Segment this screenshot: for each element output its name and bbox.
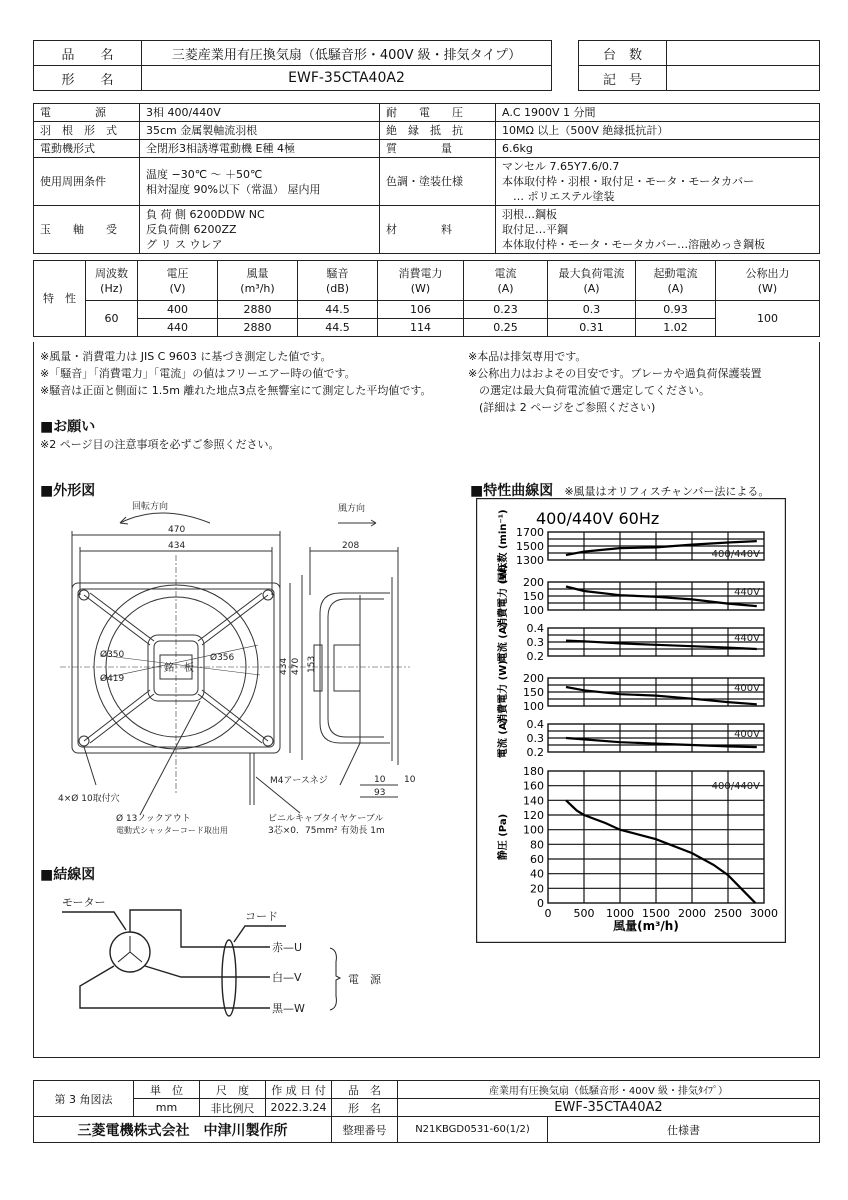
model-number: EWF-35CTA40A2 xyxy=(142,66,552,91)
dim-h153: 153 xyxy=(307,655,317,673)
spec-label: 色調・塗装仕様 xyxy=(380,158,496,206)
airflow-cell: 2880 xyxy=(218,319,298,337)
max-current-cell: 0.31 xyxy=(548,319,636,337)
quantity-label: 台 数 xyxy=(579,41,667,66)
y-tick-label: 0.2 xyxy=(526,650,544,663)
power-source-label: 電 源 xyxy=(348,973,381,986)
spec-value: 35cm 金属製軸流羽根 xyxy=(140,122,380,140)
rotation-arrow-icon xyxy=(120,513,210,523)
outline-drawing xyxy=(40,495,460,840)
start-current-cell: 1.02 xyxy=(636,319,716,337)
note-line: ※公称出力はおよその目安です。ブレーカや過負荷保護装置 xyxy=(468,367,762,380)
col-header: 消費電力 (W) xyxy=(378,261,464,301)
document-type: 仕様書 xyxy=(548,1117,820,1143)
color-line: マンセル 7.65Y7.6/0.7 xyxy=(502,160,620,173)
spec-label: 電動機形式 xyxy=(34,140,140,158)
material-line: 取付足…平鋼 xyxy=(502,223,568,236)
rotation-label: 回転方向 xyxy=(132,502,169,512)
date-value: 2022.3.24 xyxy=(266,1099,332,1117)
knockout-sub-label: 電動式シャッターコード取出用 xyxy=(116,826,228,835)
wiring-diagram xyxy=(40,890,420,1040)
company-name: 三菱電機株式会社 中津川製作所 xyxy=(34,1117,332,1143)
note-line: ※「騒音」「消費電力」「電流」の値はフリーエアー時の値です。 xyxy=(40,367,356,380)
bearing-line: 負 荷 側 6200DDW NC xyxy=(146,208,265,221)
noise-cell: 44.5 xyxy=(298,301,378,319)
projection-label: 第 3 角図法 xyxy=(34,1081,134,1117)
start-current-cell: 0.93 xyxy=(636,301,716,319)
spec-value xyxy=(496,206,820,254)
performance-row-label: 特 性 xyxy=(34,261,86,337)
chart-title: ■特性曲線図 xyxy=(470,483,554,499)
spec-label: 耐 電 圧 xyxy=(380,104,496,122)
legend-label: 440V xyxy=(734,633,760,644)
col-header: 電流 (A) xyxy=(464,261,548,301)
y-tick-label: 100 xyxy=(523,823,544,837)
y-tick-label: 60 xyxy=(530,853,544,866)
outline-title: ■外形図 xyxy=(40,483,96,499)
notes-right xyxy=(468,348,762,416)
spec-table xyxy=(33,103,820,254)
x-tick-label: 0 xyxy=(544,907,552,920)
mark-label: 記 号 xyxy=(579,66,667,91)
y-tick-label: 150 xyxy=(523,686,544,699)
product-name: 三菱産業用有圧換気扇（低騒音形・400V 級・排気タイプ） xyxy=(142,41,552,66)
cable-label: ビニルキャブタイヤケーブル xyxy=(268,814,384,824)
y-tick-label: 0.2 xyxy=(526,746,544,759)
spec-value: 全閉形3相誘導電動機 E種 4極 xyxy=(140,140,380,158)
bearing-line: 反負荷側 6200ZZ xyxy=(146,223,237,236)
spec-value xyxy=(140,206,380,254)
col-header: 最大負荷電流 (A) xyxy=(548,261,636,301)
request-text: ※2 ページ目の注意事項を必ずご参照ください。 xyxy=(40,438,280,451)
dim-10a: 10 xyxy=(374,775,386,785)
dim-10b: 10 xyxy=(404,775,416,785)
y-tick-label: 20 xyxy=(530,882,544,896)
dim-434: 434 xyxy=(168,541,186,551)
chart-header xyxy=(470,480,769,500)
dim-h470: 470 xyxy=(291,657,301,675)
y-tick-label: 0.3 xyxy=(526,636,544,649)
title-block xyxy=(33,1080,820,1143)
spec-label: 玉 軸 受 xyxy=(34,206,140,254)
unit-label: 単 位 xyxy=(134,1081,200,1099)
y-tick-label: 1500 xyxy=(516,540,544,553)
x-tick-label: 1500 xyxy=(642,907,670,920)
power-cell: 114 xyxy=(378,319,464,337)
y-tick-label: 0.3 xyxy=(526,732,544,745)
performance-table xyxy=(33,260,820,337)
dim-h434: 434 xyxy=(279,657,289,675)
y-tick-label: 80 xyxy=(530,838,544,852)
legend-label: 400/440V xyxy=(711,781,760,792)
quantity-table xyxy=(578,40,820,91)
footer-product-name: 産業用有圧換気扇（低騒音形・400V 級・排気ﾀｲﾌﾟ） xyxy=(398,1081,820,1099)
cable-spec: 3芯×0．75mm² 有効長 1m xyxy=(268,826,385,836)
note-line: の選定は最大負荷電流値で選定してください。 xyxy=(468,384,710,397)
col-header: 騒音 (dB) xyxy=(298,261,378,301)
wiring-title: ■結線図 xyxy=(40,867,96,883)
y-tick-label: 0.4 xyxy=(526,718,544,731)
spec-label: 絶 縁 抵 抗 xyxy=(380,122,496,140)
dim-d356: Ø356 xyxy=(210,653,235,663)
model-label: 形 名 xyxy=(34,66,142,91)
x-axis-label: 風量(m³/h) xyxy=(613,919,679,933)
env-line: 温度 −30℃ ～ ＋50℃ xyxy=(146,167,263,181)
note-line: ※本品は排気専用です。 xyxy=(468,350,587,363)
notes-left xyxy=(40,348,432,399)
note-line: ※騒音は正面と側面に 1.5m 離れた地点3点を無響室にて測定した平均値です。 xyxy=(40,384,432,397)
y-axis-label: 消費電力 (W) xyxy=(498,660,509,724)
performance-row xyxy=(34,319,820,337)
color-line: … ポリエステル塗装 xyxy=(502,190,615,203)
y-tick-label: 40 xyxy=(530,867,544,881)
material-line: 本体取付枠・モータ・モータカバー…溶融めっき鋼板 xyxy=(502,238,766,251)
x-tick-label: 1000 xyxy=(606,907,634,920)
y-tick-label: 180 xyxy=(523,765,544,778)
ref-number: N21KBGD0531-60(1/2) xyxy=(398,1117,548,1143)
color-line: 本体取付枠・羽根・取付足・モータ・モータカバー xyxy=(502,175,755,188)
y-tick-label: 160 xyxy=(523,779,544,793)
col-header: 周波数 (Hz) xyxy=(86,261,138,301)
footer-model: EWF-35CTA40A2 xyxy=(398,1099,820,1117)
spec-value xyxy=(140,158,380,206)
y-tick-label: 200 xyxy=(523,672,544,685)
x-tick-label: 500 xyxy=(573,907,595,920)
name-label: 品 名 xyxy=(332,1081,398,1099)
spec-label: 電 源 xyxy=(34,104,140,122)
curve-line xyxy=(566,800,755,903)
env-line: 相対湿度 90%以下（常温） 屋内用 xyxy=(146,182,321,196)
legend-label: 400V xyxy=(734,729,760,740)
legend-label: 440V xyxy=(734,587,760,598)
y-tick-label: 100 xyxy=(523,700,544,713)
knockout-label: Ø 13ノックアウト xyxy=(116,814,191,824)
y-tick-label: 100 xyxy=(523,604,544,617)
spec-value: A.C 1900V 1 分間 xyxy=(496,104,820,122)
airflow-cell: 2880 xyxy=(218,301,298,319)
nameplate-label: 銘 板 xyxy=(164,663,194,674)
dim-470: 470 xyxy=(168,525,186,535)
x-tick-label: 2000 xyxy=(678,907,706,920)
wire-v-label: 白—V xyxy=(272,971,302,984)
current-cell: 0.25 xyxy=(464,319,548,337)
material-line: 羽根…鋼板 xyxy=(502,208,557,221)
quantity-value xyxy=(667,41,820,66)
y-tick-label: 0.4 xyxy=(526,622,544,635)
wind-arrow-icon xyxy=(338,520,376,526)
spec-value: 3相 400/440V xyxy=(140,104,380,122)
spec-label: 羽 根 形 式 xyxy=(34,122,140,140)
spec-row xyxy=(34,122,820,140)
col-header: 電圧 (V) xyxy=(138,261,218,301)
y-tick-label: 200 xyxy=(523,576,544,589)
note-line: (詳細は 2 ページをご参照ください) xyxy=(468,401,656,414)
earth-screw-label: M4アースネジ xyxy=(270,776,328,786)
power-cell: 106 xyxy=(378,301,464,319)
y-axis-label: 電流 (A) xyxy=(498,621,509,663)
y-axis-label: 静圧 (Pa) xyxy=(498,813,509,861)
wire-w-label: 黒—W xyxy=(272,1002,305,1015)
performance-header-row xyxy=(34,261,820,301)
x-tick-label: 3000 xyxy=(750,907,778,920)
legend-label: 400V xyxy=(734,683,760,694)
spec-row xyxy=(34,206,820,254)
ref-label: 整理番号 xyxy=(332,1117,398,1143)
spec-row xyxy=(34,140,820,158)
unit-value: mm xyxy=(134,1099,200,1117)
x-tick-label: 2500 xyxy=(714,907,742,920)
dim-d350: Ø350 xyxy=(100,650,125,660)
y-tick-label: 1300 xyxy=(516,554,544,567)
spec-value xyxy=(496,158,820,206)
col-header: 公称出力 (W) xyxy=(716,261,820,301)
wire-u-label: 赤—U xyxy=(272,941,303,954)
dim-93: 93 xyxy=(374,788,386,798)
spec-label: 質 量 xyxy=(380,140,496,158)
cord-label: コード xyxy=(245,910,278,923)
y-tick-label: 150 xyxy=(523,590,544,603)
scale-value: 非比例尺 xyxy=(200,1099,266,1117)
request-title: ■お願い xyxy=(40,419,96,435)
rated-output-cell: 100 xyxy=(716,301,820,337)
side-guard xyxy=(320,593,390,743)
spec-row xyxy=(34,158,820,206)
spec-value: 10MΩ 以上（500V 絶縁抵抗計） xyxy=(496,122,820,140)
mounting-hole-label: 4×Ø 10取付穴 xyxy=(58,794,120,804)
chart-note: ※風量はオリフィスチャンバー法による。 xyxy=(564,485,770,498)
product-name-label: 品 名 xyxy=(34,41,142,66)
noise-cell: 44.5 xyxy=(298,319,378,337)
wind-label: 風方向 xyxy=(338,504,366,514)
y-tick-label: 120 xyxy=(523,809,544,822)
spec-value: 6.6kg xyxy=(496,140,820,158)
max-current-cell: 0.3 xyxy=(548,301,636,319)
y-axis-label: 消費電力 (W) xyxy=(498,564,509,628)
y-axis-label: 回転数 (min⁻¹) xyxy=(498,509,509,583)
legend-label: 400/440V xyxy=(711,549,760,560)
model-label-footer: 形 名 xyxy=(332,1099,398,1117)
mark-value xyxy=(667,66,820,91)
y-tick-label: 0 xyxy=(537,897,544,910)
voltage-cell: 440 xyxy=(138,319,218,337)
voltage-cell: 400 xyxy=(138,301,218,319)
characteristic-chart xyxy=(476,498,786,943)
dim-d419: Ø419 xyxy=(100,674,125,684)
y-tick-label: 1700 xyxy=(516,526,544,539)
performance-row xyxy=(34,301,820,319)
bearing-line: グ リ ス ウレア xyxy=(146,238,223,251)
frequency-cell: 60 xyxy=(86,301,138,337)
y-axis-label: 電流 (A) xyxy=(498,717,509,759)
spec-label: 材 料 xyxy=(380,206,496,254)
scale-label: 尺 度 xyxy=(200,1081,266,1099)
motor-label: モーター xyxy=(62,896,106,909)
current-cell: 0.23 xyxy=(464,301,548,319)
col-header: 起動電流 (A) xyxy=(636,261,716,301)
chart-subtitle: 400/440V 60Hz xyxy=(536,509,660,528)
date-label: 作 成 日 付 xyxy=(266,1081,332,1099)
dim-208: 208 xyxy=(342,541,360,551)
y-tick-label: 140 xyxy=(523,794,544,808)
col-header: 風量 (m³/h) xyxy=(218,261,298,301)
note-line: ※風量・消費電力は JIS C 9603 に基づき測定した値です。 xyxy=(40,350,332,363)
product-header-table xyxy=(33,40,552,91)
spec-row xyxy=(34,104,820,122)
spec-label: 使用周囲条件 xyxy=(34,158,140,206)
